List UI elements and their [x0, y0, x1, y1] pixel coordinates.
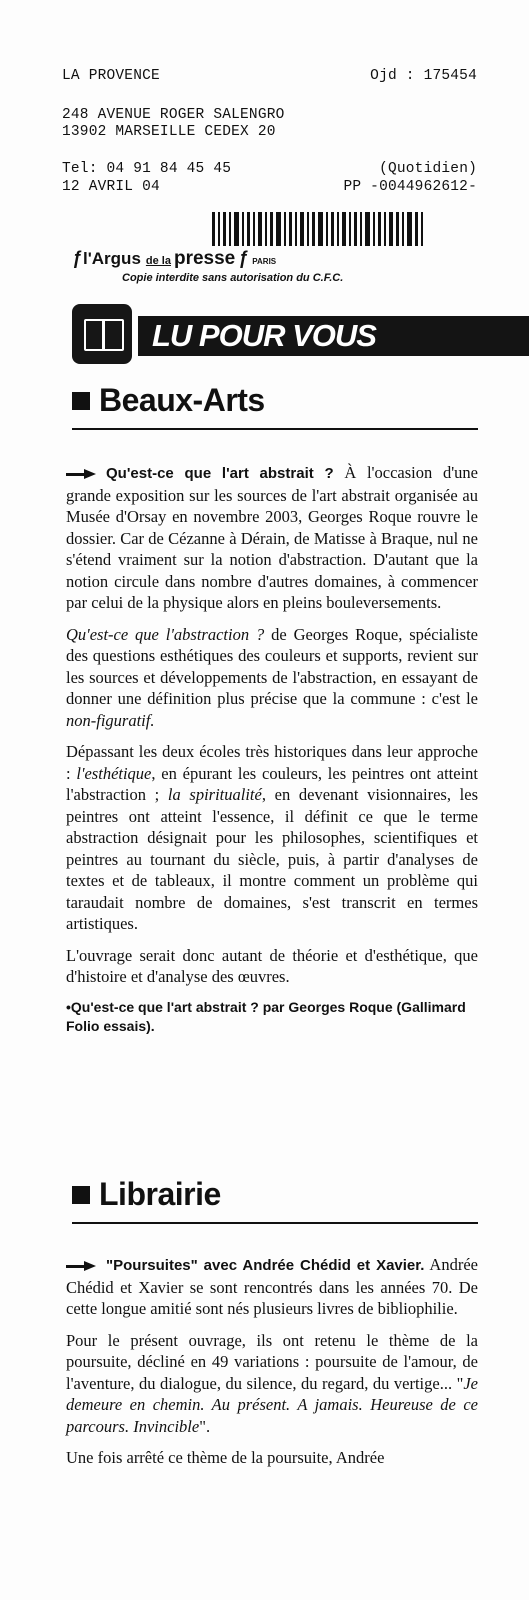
square-bullet-icon [72, 1186, 90, 1204]
section-title-beaux-arts [72, 382, 265, 419]
paragraph [66, 1330, 478, 1438]
arrow-right-icon [66, 469, 96, 479]
pp-number: PP -0044962612- [343, 179, 477, 195]
address-line-2: 13902 MARSEILLE CEDEX 20 [62, 124, 276, 140]
paragraph-text: Pour le présent ouvrage, ils ont retenu le thème de la poursuite, décliné en 49 variations : poursuite de l'amour, de l'aventure, du dialogue, du silence, du regard, du vertige... " [66, 1330, 478, 1393]
paragraph-text: , en devenant visionnaires, les peintres ont atteint l'essence, il définit ce que le terme abstraction désignait pour les philosophes, scientifiques et peintres au tournant du siècle, puis, à partir d'analyses de textes et de tableaux, il montre comment un problème qui taraudait nombre de domaines, s'est transcrit en termes artistiques. [66, 785, 478, 933]
header-row-1 [62, 68, 477, 84]
argus-mark-icon: ƒ [72, 248, 83, 268]
paragraph [66, 741, 478, 935]
issue-date: 12 AVRIL 04 [62, 179, 160, 195]
paragraph-text: , en épurant les couleurs, les peintres ont atteint l'abstraction ; [66, 763, 479, 804]
section-title-librairie [72, 1176, 221, 1213]
emphasis: la spiritualité [167, 785, 262, 804]
argus-presse: presse [173, 248, 236, 269]
quotation: Je demeure en chemin. Au présent. A jamais. Heureuse de ce parcours. Invincible [66, 1373, 478, 1436]
barcode [212, 212, 474, 246]
article-lead: Qu'est-ce que l'art abstrait ? [106, 465, 334, 482]
book-title: Qu'est-ce que l'abstraction ? [66, 624, 265, 644]
paragraph: L'ouvrage serait donc autant de théorie et d'esthétique, que d'histoire et d'analyse des œuvres. [66, 945, 478, 986]
article-lead: "Poursuites" avec Andrée Chédid et Xavier. [106, 1257, 425, 1274]
paragraph-text: Andrée Chédid et Xavier se sont rencontrés dans les années 70. De cette longue amitié sont nés plusieurs livres de bibliophilie. [66, 1255, 478, 1318]
argus-dela: de la [145, 255, 171, 267]
argus-logo [72, 248, 276, 270]
paragraph [66, 1254, 478, 1320]
paragraph-text: Dépassant les deux écoles très historiques dans leur approche : [66, 742, 478, 783]
paragraph-text: À l'occasion d'une grande exposition sur les sources de l'art abstrait organisée au Musée d'Orsay en novembre 2003, Georges Roque rouvre le dossier. Car de Cézanne à Dérain, de Matisse à Braque, nul ne s'étend vraiment sur la notion d'abstraction. D'autant que la notion circule dans nombre d'autres domaines, à commencer par celui de la physique alors en pleins bouleversements. [66, 463, 478, 612]
arrow-right-icon [66, 1261, 96, 1271]
emphasis: non-figuratif. [66, 710, 155, 730]
section-title-text: Beaux-Arts [99, 382, 265, 418]
paragraph: Une fois arrêté ce thème de la poursuite, Andrée [66, 1448, 385, 1467]
article-librairie [66, 1254, 478, 1479]
article-beaux-arts [66, 462, 478, 1036]
emphasis: l'esthétique [76, 763, 152, 783]
frequency: (Quotidien) [379, 161, 477, 177]
header-row-tel [62, 161, 477, 177]
argus-mark-icon-2: ƒ [238, 248, 249, 268]
argus-name: l'Argus [83, 249, 141, 268]
paragraph [66, 462, 478, 614]
paragraph-text: de Georges Roque, spécialiste des questions esthétiques des couleurs et supports, revient sur les sources et développements de l'abstraction, en essayant de donner une définition plus précise que la commune : c'est le [66, 624, 478, 708]
header-row-date [62, 179, 477, 195]
telephone: Tel: 04 91 84 45 45 [62, 161, 232, 177]
section-title-text: Librairie [99, 1176, 221, 1212]
publication-name: LA PROVENCE [62, 68, 160, 84]
book-icon [72, 304, 132, 364]
square-bullet-icon [72, 392, 90, 410]
copyright-notice: Copie interdite sans autorisation du C.F.C. [122, 272, 344, 284]
address-line-1: 248 AVENUE ROGER SALENGRO [62, 107, 285, 123]
paragraph-text: ". [199, 1416, 211, 1436]
section-rule [72, 428, 478, 430]
lu-pour-vous-banner [72, 304, 529, 364]
book-reference: •Qu'est-ce que l'art abstrait ? par Georges Roque (Gallimard Folio essais). [66, 998, 466, 1034]
banner-label: LU POUR VOUS [138, 316, 529, 356]
ojd-number: Ojd : 175454 [370, 68, 477, 84]
argus-city: PARIS [252, 257, 277, 266]
section-rule [72, 1222, 478, 1224]
paragraph [66, 624, 478, 732]
